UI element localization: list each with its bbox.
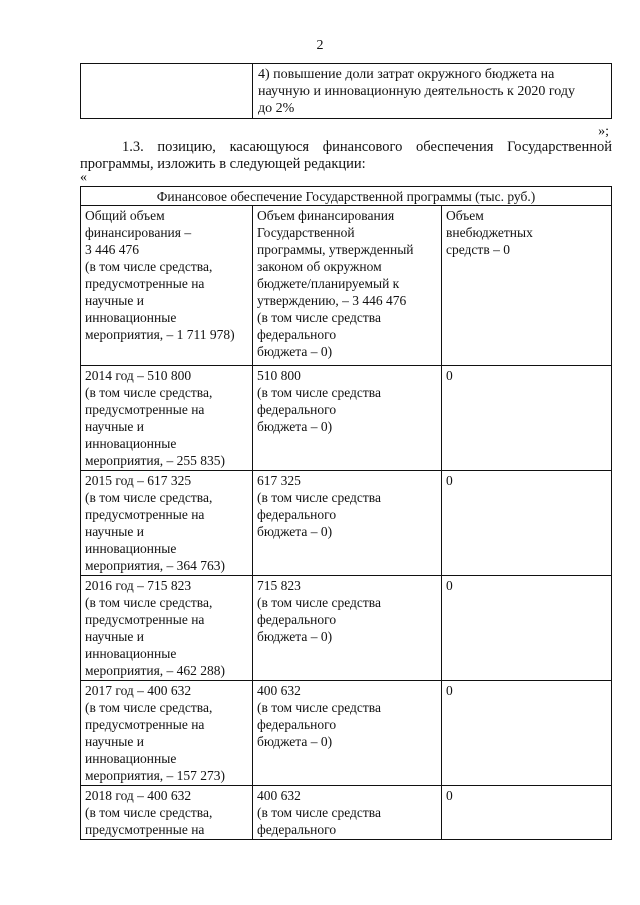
table-row [81, 206, 612, 366]
preceding-table-fragment [80, 63, 612, 119]
year-extrabudgetary-cell: 0 [442, 786, 612, 840]
cell-line: (в том числе средства, [85, 259, 213, 274]
year-program-cell [253, 366, 442, 471]
cell-line: инновационные [85, 541, 177, 556]
empty-cell [81, 64, 253, 119]
goal-line: научную и инновационную деятельность к 2020 году [258, 84, 575, 99]
cell-line: предусмотренные на [85, 822, 205, 837]
cell-line: 510 800 [257, 368, 301, 383]
opening-quote: « [80, 170, 87, 185]
year-total-cell [81, 471, 253, 576]
table-row-2016 [81, 576, 612, 681]
cell-line: 3 446 476 [85, 242, 139, 257]
cell-line: научные и [85, 629, 144, 644]
cell-line: (в том числе средства [257, 385, 381, 400]
cell-line: (в том числе средства, [85, 805, 213, 820]
cell-line: 617 325 [257, 473, 301, 488]
closing-quote: »; [598, 124, 609, 139]
cell-line: 2015 год – 617 325 [85, 473, 192, 488]
cell-line: мероприятия, – 462 288) [85, 663, 226, 678]
paragraph-line: программы, изложить в следующей редакции: [80, 156, 366, 172]
cell-line: инновационные [85, 436, 177, 451]
year-extrabudgetary-cell: 0 [442, 471, 612, 576]
cell-line: предусмотренные на [85, 507, 205, 522]
cell-line: (в том числе средства, [85, 385, 213, 400]
year-total-cell [81, 366, 253, 471]
cell-line: (в том числе средства [257, 700, 381, 715]
table-row-2018 [81, 786, 612, 840]
cell-line: бюджета – 0) [257, 524, 333, 539]
goal-line: 4) повышение доли затрат окружного бюджета на [258, 67, 555, 82]
cell-line: 400 632 [257, 788, 301, 803]
cell-line: 2016 год – 715 823 [85, 578, 192, 593]
cell-line: Государственной [257, 225, 355, 240]
cell-line: Объем финансирования [257, 208, 395, 223]
cell-line: предусмотренные на [85, 717, 205, 732]
goal-text-cell [253, 64, 612, 119]
cell-line: научные и [85, 734, 144, 749]
cell-line: предусмотренные на [85, 612, 205, 627]
cell-line: федерального [257, 717, 337, 732]
year-total-cell [81, 576, 253, 681]
cell-line: федерального [257, 612, 337, 627]
cell-line: бюджета – 0) [257, 344, 333, 359]
year-total-cell [81, 786, 253, 840]
cell-line: бюджета – 0) [257, 734, 333, 749]
cell-line: мероприятия, – 157 273) [85, 768, 226, 783]
cell-line: инновационные [85, 310, 177, 325]
cell-line: Общий объем [85, 208, 165, 223]
cell-line: Объем [446, 208, 484, 223]
table-header: Финансовое обеспечение Государственной программы (тыс. руб.) [81, 187, 612, 206]
cell-line: бюджете/планируемый к [257, 276, 400, 291]
cell-line: программы, утвержденный [257, 242, 414, 257]
goal-line: до 2% [258, 101, 295, 116]
paragraph-line: 1.3. позицию, касающуюся финансового обеспечения Государственной [122, 139, 612, 155]
program-funding-cell [253, 206, 442, 366]
extrabudgetary-cell [442, 206, 612, 366]
cell-line: федерального [257, 822, 337, 837]
cell-line: инновационные [85, 646, 177, 661]
cell-line: законом об окружном [257, 259, 382, 274]
finance-table [80, 186, 612, 840]
cell-line: научные и [85, 524, 144, 539]
cell-line: 2017 год – 400 632 [85, 683, 192, 698]
cell-line: предусмотренные на [85, 276, 205, 291]
total-cell [81, 206, 253, 366]
table-header-row [81, 187, 612, 206]
cell-line: научные и [85, 293, 144, 308]
cell-line: научные и [85, 419, 144, 434]
cell-line: (в том числе средства [257, 490, 381, 505]
table-row-2015 [81, 471, 612, 576]
table-row-2017 [81, 681, 612, 786]
year-program-cell [253, 681, 442, 786]
cell-line: федерального [257, 507, 337, 522]
cell-line: федерального [257, 327, 337, 342]
cell-line: 2018 год – 400 632 [85, 788, 192, 803]
cell-line: (в том числе средства [257, 595, 381, 610]
cell-line: инновационные [85, 751, 177, 766]
cell-line: финансирования – [85, 225, 192, 240]
cell-line: (в том числе средства, [85, 700, 213, 715]
cell-line: мероприятия, – 1 711 978) [85, 327, 235, 342]
cell-line: (в том числе средства [257, 805, 381, 820]
table-row [81, 64, 612, 119]
cell-line: бюджета – 0) [257, 419, 333, 434]
year-program-cell [253, 576, 442, 681]
year-program-cell [253, 786, 442, 840]
page-number: 2 [316, 38, 324, 53]
table-row-2014 [81, 366, 612, 471]
cell-line: (в том числе средства [257, 310, 381, 325]
cell-line: мероприятия, – 255 835) [85, 453, 226, 468]
cell-line: (в том числе средства, [85, 595, 213, 610]
year-extrabudgetary-cell: 0 [442, 576, 612, 681]
cell-line: внебюджетных [446, 225, 533, 240]
cell-line: (в том числе средства, [85, 490, 213, 505]
cell-line: мероприятия, – 364 763) [85, 558, 226, 573]
year-program-cell [253, 471, 442, 576]
cell-line: 400 632 [257, 683, 301, 698]
amendment-paragraph [80, 139, 612, 173]
cell-line: средств – 0 [446, 242, 510, 257]
cell-line: утверждению, – 3 446 476 [257, 293, 407, 308]
cell-line: 2014 год – 510 800 [85, 368, 192, 383]
cell-line: предусмотренные на [85, 402, 205, 417]
year-extrabudgetary-cell: 0 [442, 366, 612, 471]
cell-line: 715 823 [257, 578, 301, 593]
cell-line: федерального [257, 402, 337, 417]
cell-line: бюджета – 0) [257, 629, 333, 644]
year-extrabudgetary-cell: 0 [442, 681, 612, 786]
year-total-cell [81, 681, 253, 786]
